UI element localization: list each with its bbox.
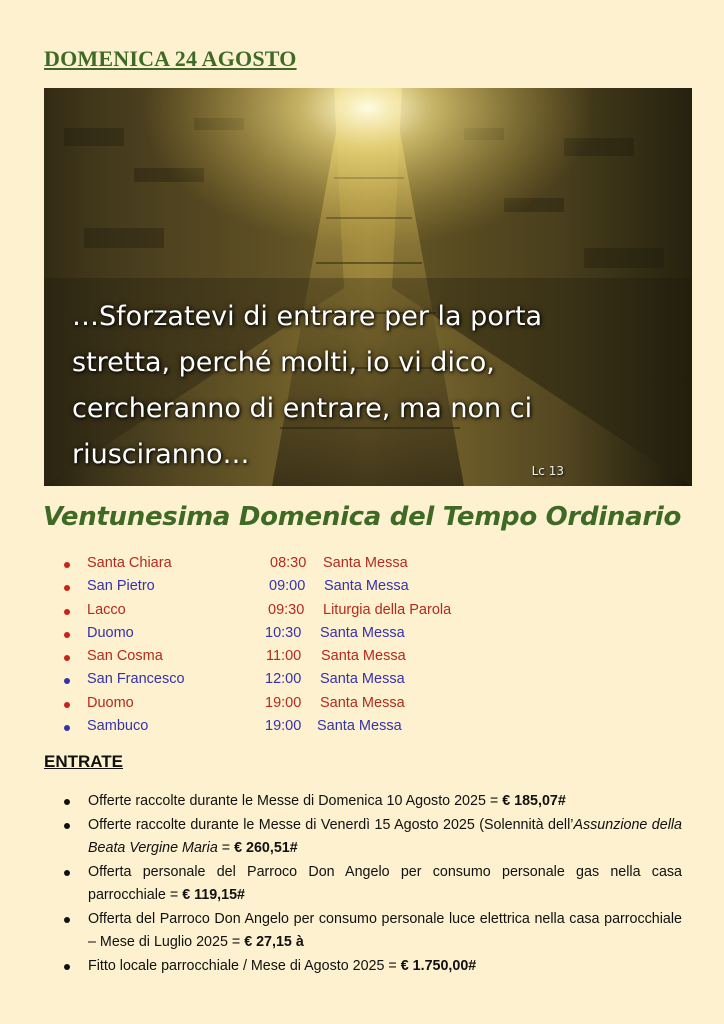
mass-time: 09:00 [269, 578, 306, 595]
income-amount: € 119,15# [182, 887, 246, 903]
church-name: San Pietro [87, 578, 155, 595]
income-feast-name: Assunzione della Beata Vergine Maria [88, 816, 683, 856]
bullet-icon [64, 655, 70, 661]
bullet-icon [64, 725, 70, 731]
celebration-type: Santa Messa [321, 648, 406, 665]
income-description: Offerte raccolte durante le Messe di Venerdì 15 Agosto 2025 (Solennità dell’ [88, 816, 574, 833]
bullet-icon [64, 702, 70, 708]
hero-image [44, 88, 692, 486]
income-item [64, 908, 682, 955]
bullet-icon [64, 609, 70, 615]
bullet-icon [64, 562, 70, 568]
mass-time: 19:00 [265, 718, 302, 735]
celebration-type: Santa Messa [320, 694, 405, 711]
celebration-type: Santa Messa [317, 718, 402, 735]
income-amount: € 260,51# [234, 840, 298, 856]
church-name: San Francesco [87, 671, 185, 688]
mass-time: 19:00 [265, 694, 302, 711]
quote-line: riusciranno… [72, 439, 250, 470]
church-name: Duomo [87, 624, 134, 641]
celebration-type: Santa Messa [324, 578, 409, 595]
page-date-title: DOMENICA 24 AGOSTO [44, 46, 297, 71]
mass-time: 11:00 [266, 648, 302, 665]
income-description: Fitto locale parrocchiale / Mese di Agosto 2025 = [88, 957, 401, 974]
bullet-icon [64, 585, 70, 591]
celebration-type: Santa Messa [320, 671, 405, 688]
celebration-type: Santa Messa [323, 555, 408, 571]
income-item [64, 861, 682, 908]
church-name: Santa Chiara [87, 555, 172, 571]
church-name: San Cosma [87, 648, 163, 665]
bible-quote [72, 294, 672, 478]
income-item [64, 955, 682, 979]
bullet-icon [64, 632, 70, 638]
income-amount: € 1.750,00# [400, 957, 477, 974]
income-item [64, 790, 682, 814]
income-description: Offerta personale del Parroco Don Angelo per consumo personale gas nella casa parrocchiale = [88, 863, 682, 903]
celebration-type: Santa Messa [320, 624, 405, 641]
quote-line: …Sforzatevi di entrare per la porta [72, 301, 543, 332]
mass-time: 09:30 [268, 601, 305, 618]
income-list [64, 790, 682, 978]
income-description: Offerte raccolte durante le Messe di Domenica 10 Agosto 2025 = [88, 793, 503, 809]
income-description: Offerta del Parroco Don Angelo per consumo personale luce elettrica nella casa parrocchiale – Mese di Luglio 2025 = [88, 910, 682, 950]
quote-line: cercheranno di entrare, ma non ci [72, 393, 533, 424]
income-heading: ENTRATE [44, 752, 124, 771]
liturgical-sunday-title: Ventunesima Domenica del Tempo Ordinario [42, 502, 682, 532]
bullet-icon [64, 678, 70, 684]
income-item [64, 814, 682, 861]
quote-reference: Lc 13 [531, 464, 564, 478]
mass-time: 08:30 [270, 555, 307, 571]
income-description-tail: = [217, 840, 235, 856]
church-name: Lacco [87, 601, 126, 618]
income-amount: € 185,07# [502, 793, 566, 809]
mass-time: 10:30 [265, 624, 302, 641]
celebration-type: Liturgia della Parola [323, 601, 452, 618]
mass-time: 12:00 [265, 671, 302, 688]
quote-line: stretta, perché molti, io vi dico, [72, 347, 495, 378]
church-name: Sambuco [87, 718, 149, 735]
income-amount: € 27,15 à [244, 934, 304, 950]
church-name: Duomo [87, 694, 134, 711]
